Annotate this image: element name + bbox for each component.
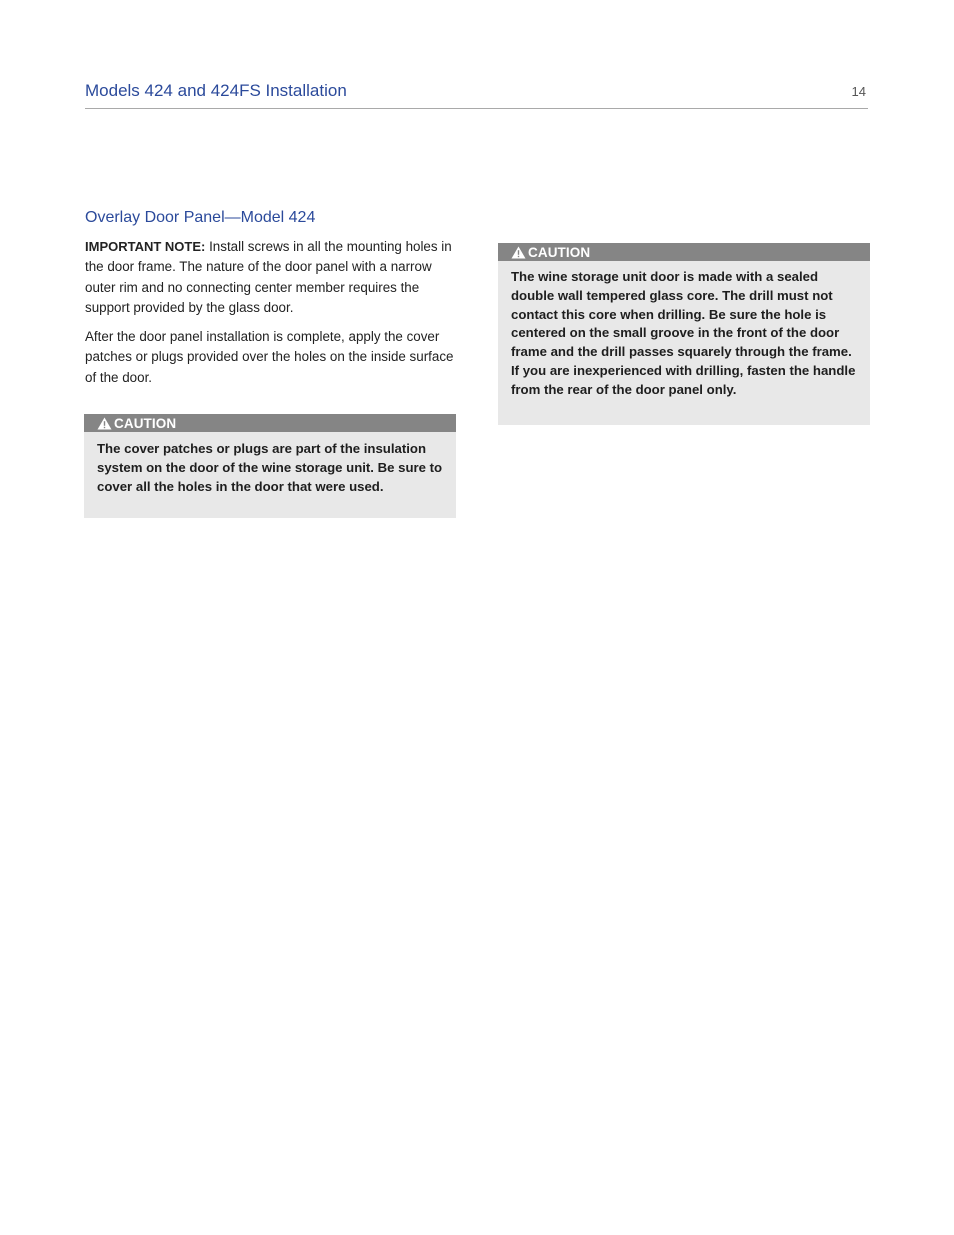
- caution-text: The wine storage unit door is made with a sealed double wall tempered glass core. The drill must not contact this core when drilling. Be sure the hole is centered on the small groove in the front of the door frame and the drill passes squarely through the frame. If you are inexperienced with drilling, fasten the handle from the rear of the door panel only.: [511, 269, 856, 397]
- caution-label: CAUTION: [114, 415, 177, 431]
- warning-triangle-icon: [97, 417, 112, 430]
- important-note-paragraph: [85, 237, 457, 318]
- instructions-column: [85, 237, 457, 397]
- caution-header: [84, 414, 456, 432]
- completion-paragraph: After the door panel installation is complete, apply the cover patches or plugs provided over the holes on the inside surface of the door.: [85, 329, 454, 385]
- warning-triangle-icon: [511, 246, 526, 259]
- section-heading: Overlay Door Panel—Model 424: [85, 209, 316, 226]
- page-header-title: Models 424 and 424FS Installation: [85, 81, 347, 100]
- caution-label: CAUTION: [528, 244, 591, 260]
- header-divider: [85, 108, 868, 109]
- important-note-lead: IMPORTANT NOTE:: [85, 239, 206, 254]
- caution-text: The cover patches or plugs are part of the insulation system on the door of the wine storage unit. Be sure to cover all the holes in the door that were used.: [97, 441, 443, 494]
- caution-box-cover-patches: [84, 414, 456, 518]
- important-note-text: Install screws in all the mounting holes in the door frame. The nature of the door panel with a narrow outer rim and no connecting center member requires the support provided by the glass door.: [85, 239, 452, 315]
- caution-header: [498, 243, 870, 261]
- page-number: 14: [851, 84, 866, 99]
- caution-box-drilling: [498, 243, 870, 425]
